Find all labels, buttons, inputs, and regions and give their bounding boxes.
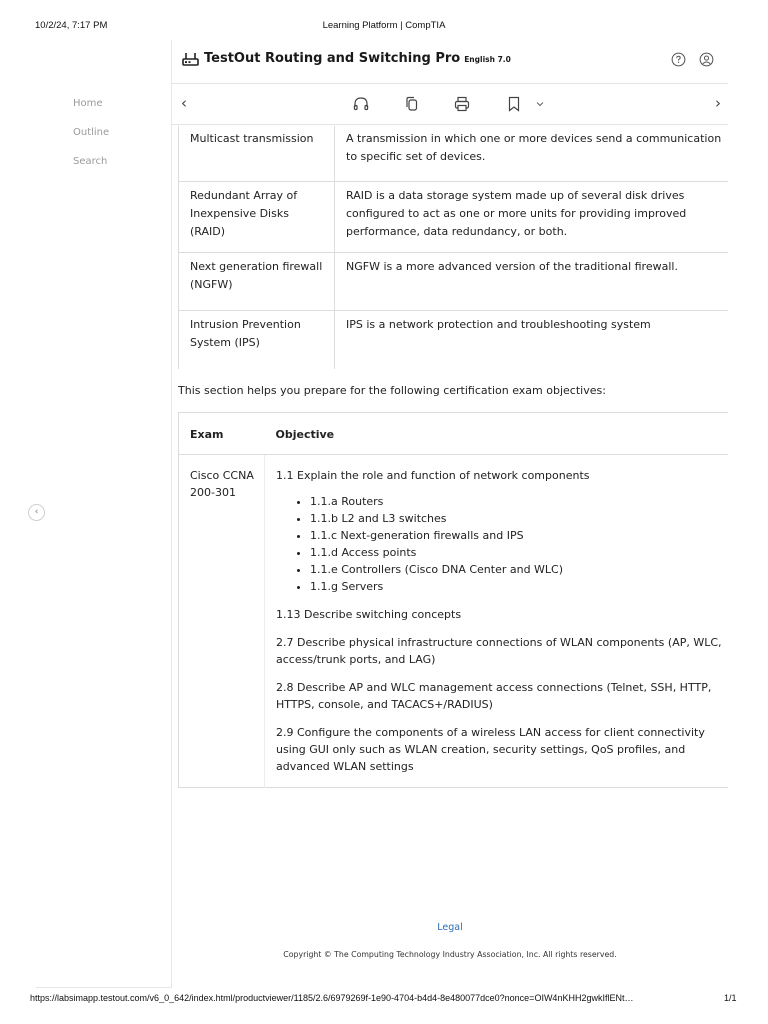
column-header-objective: Objective xyxy=(265,413,729,455)
list-item: • 1.1.b L2 and L3 switches xyxy=(310,510,727,527)
bookmark-icon[interactable] xyxy=(505,95,523,113)
list-item: • 1.1.a Routers xyxy=(310,493,727,510)
table-row xyxy=(179,455,729,788)
product-language: English 7.0 xyxy=(464,55,511,64)
app-header xyxy=(172,40,728,82)
table-row xyxy=(179,253,729,311)
product-title xyxy=(204,51,511,66)
sidebar-item-home[interactable]: Home xyxy=(73,98,103,109)
sidebar-item-search[interactable]: Search xyxy=(73,156,108,167)
copyright-text: Copyright © The Computing Technology Industry Association, Inc. All rights reserved. xyxy=(283,950,617,959)
account-icon[interactable] xyxy=(699,52,714,67)
copy-icon[interactable] xyxy=(403,95,421,113)
column-header-exam: Exam xyxy=(179,413,265,455)
list-item: • 1.1.c Next-generation firewalls and IPS xyxy=(310,527,727,544)
print-datetime: 10/2/24, 7:17 PM xyxy=(35,20,108,31)
print-header xyxy=(0,14,768,32)
next-page-icon[interactable]: › xyxy=(715,94,721,112)
section-note: This section helps you prepare for the following certification exam objectives: xyxy=(178,384,606,397)
product-name: TestOut Routing and Switching Pro xyxy=(204,51,461,66)
lesson-content xyxy=(172,126,728,906)
help-icon[interactable] xyxy=(671,52,686,67)
legal-link[interactable]: Legal xyxy=(437,922,463,933)
previous-page-icon[interactable]: ‹ xyxy=(181,94,187,112)
headphones-icon[interactable] xyxy=(352,95,370,113)
router-icon xyxy=(182,52,199,66)
sidebar-item-outline[interactable]: Outline xyxy=(73,127,110,138)
term-cell: Next generation firewall (NGFW) xyxy=(179,253,335,311)
objective-cell xyxy=(265,455,729,788)
table-header-row xyxy=(179,413,729,455)
content-area xyxy=(172,40,728,906)
objectives-table xyxy=(178,412,728,788)
print-page-number: 1/1 xyxy=(724,993,737,1003)
list-item: • 1.1.g Servers xyxy=(310,578,727,595)
table-row xyxy=(179,311,729,369)
table-row xyxy=(179,182,729,253)
list-item: • 1.1.d Access points xyxy=(310,544,727,561)
print-url: https://labsimapp.testout.com/v6_0_642/index.html/productviewer/1185/2.6/6979269f-1e90-4704-b4d4-8e480077dce0?nonce=OIW4nKHH2gwkIflENt… xyxy=(30,993,634,1003)
term-cell: Redundant Array of Inexpensive Disks (RAID) xyxy=(179,182,335,253)
objective-item: 1.13 Describe switching concepts xyxy=(276,608,462,621)
sidebar xyxy=(36,40,172,988)
term-cell: Intrusion Prevention System (IPS) xyxy=(179,311,335,369)
list-item: • 1.1.e Controllers (Cisco DNA Center and WLC) xyxy=(310,561,727,578)
objective-sub-list xyxy=(310,493,727,595)
chevron-down-icon[interactable] xyxy=(533,95,547,113)
table-row xyxy=(179,126,729,182)
objective-item: 2.7 Describe physical infrastructure connections of WLAN components (AP, WLC, access/trunk ports, and LAG) xyxy=(276,636,722,666)
definition-cell: IPS is a network protection and troubleshooting system xyxy=(335,311,729,369)
reader-toolbar xyxy=(172,83,728,125)
exam-cell: Cisco CCNA 200-301 xyxy=(179,455,265,788)
objective-item: 2.9 Configure the components of a wireless LAN access for client connectivity using GUI only such as WLAN creation, security settings, QoS profiles, and advanced WLAN settings xyxy=(276,726,705,773)
term-cell: Multicast transmission xyxy=(179,126,335,182)
definition-cell: RAID is a data storage system made up of several disk drives configured to act as one or more units for providing improved performance, data redundancy, or both. xyxy=(335,182,729,253)
sidebar-collapse-button[interactable]: ‹ xyxy=(28,504,45,521)
print-page-title: Learning Platform | CompTIA xyxy=(322,20,446,31)
definition-cell: A transmission in which one or more devices send a communication to specific set of devices. xyxy=(335,126,729,182)
objective-item: 1.1 Explain the role and function of network components xyxy=(276,469,590,482)
terms-table xyxy=(178,126,728,369)
print-icon[interactable] xyxy=(453,95,471,113)
objective-item: 2.8 Describe AP and WLC management access connections (Telnet, SSH, HTTP, HTTPS, console, and TACACS+/RADIUS) xyxy=(276,681,712,711)
definition-cell: NGFW is a more advanced version of the traditional firewall. xyxy=(335,253,729,311)
